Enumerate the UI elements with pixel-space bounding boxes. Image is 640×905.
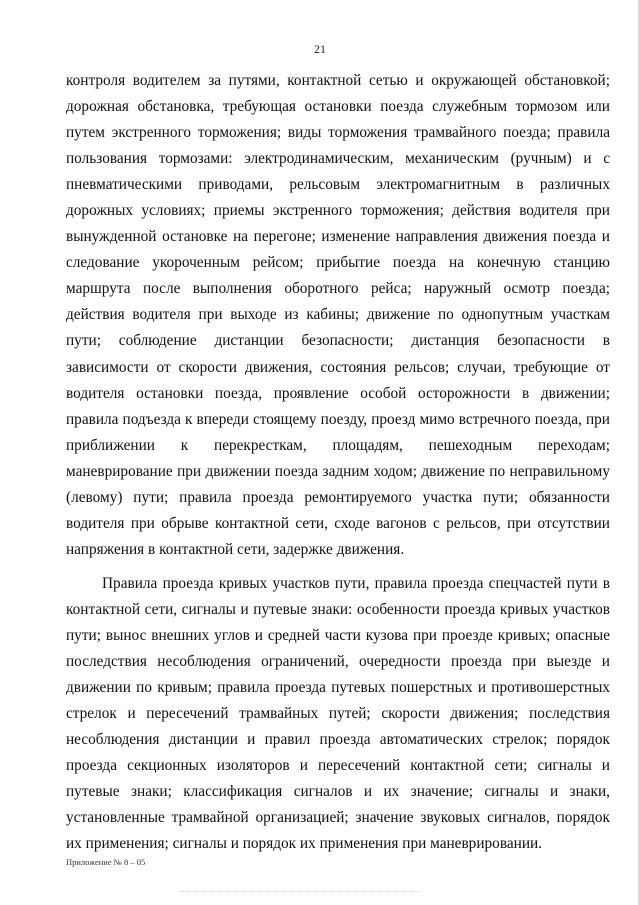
scan-bottom-artifact [180,891,420,893]
footer-annex-label: Приложение № 8 – 05 [66,857,146,867]
body-text [66,68,610,857]
page-number: 21 [314,42,326,56]
paragraph-curves-and-signals: Правила проезда кривых участков пути, правила проезда спецчастей пути в контактной сети, сигналы и путевые знаки: особенности проезда кривых участков пути; вынос внешних углов и средней части кузова при проезде кривых; опасные последствия несоблюдения ограничений, очередности проезда при выезде и движении по кривым; правила проезда путевых пошерстных и противошерстных стрелок и пересечений трамвайных путей; скорости движения; последствия несоблюдения дистанции и правил проезда автоматических стрелок; порядок проезда секционных изоляторов и пересечений контактной сети; сигналы и путевые знаки; классификация сигналов и их значение; сигналы и знаки, установленные трамвайной организацией; значение звуковых сигналов, порядок их применения; сигналы и порядок их применения при маневрировании. [66,574,610,853]
paragraph-continuation: контроля водителем за путями, контактной сетью и окружающей обстановкой; дорожная обстановка, требующая остановки поезда служебным тормозом или путем экстренного торможения; виды торможения трамвайного поезда; правила пользования тормозами: электродинамическим, механическим (ручным) и с пневматическими приводами, рельсовым электромагнитным в различных дорожных условиях; приемы экстренного торможения; действия водителя при вынужденной остановке на перегоне; изменение направления движения поезда и следование укороченным рейсом; прибытие поезда на конечную станцию маршрута после выполнения оборотного рейса; наружный осмотр поезда; действия водителя при выходе из кабины; движение по однопутным участкам пути; соблюдение дистанции безопасности; дистанция безопасности в зависимости от скорости движения, состояния рельсов; случаи, требующие от водителя остановки поезда, проявление особой осторожности в движении; правила подъезда к впереди стоящему поезду, проезд мимо встречного поезда, при приближении к перекресткам, площадям, пешеходным переходам; маневрирование при движении поезда задним ходом; движение по неправильному (левому) пути; правила проезда ремонтируемого участка пути; обязанности водителя при обрыве контактной сети, сходе вагонов с рельсов, при отсутствии напряжения в контактной сети, задержке движения. [66,72,610,558]
